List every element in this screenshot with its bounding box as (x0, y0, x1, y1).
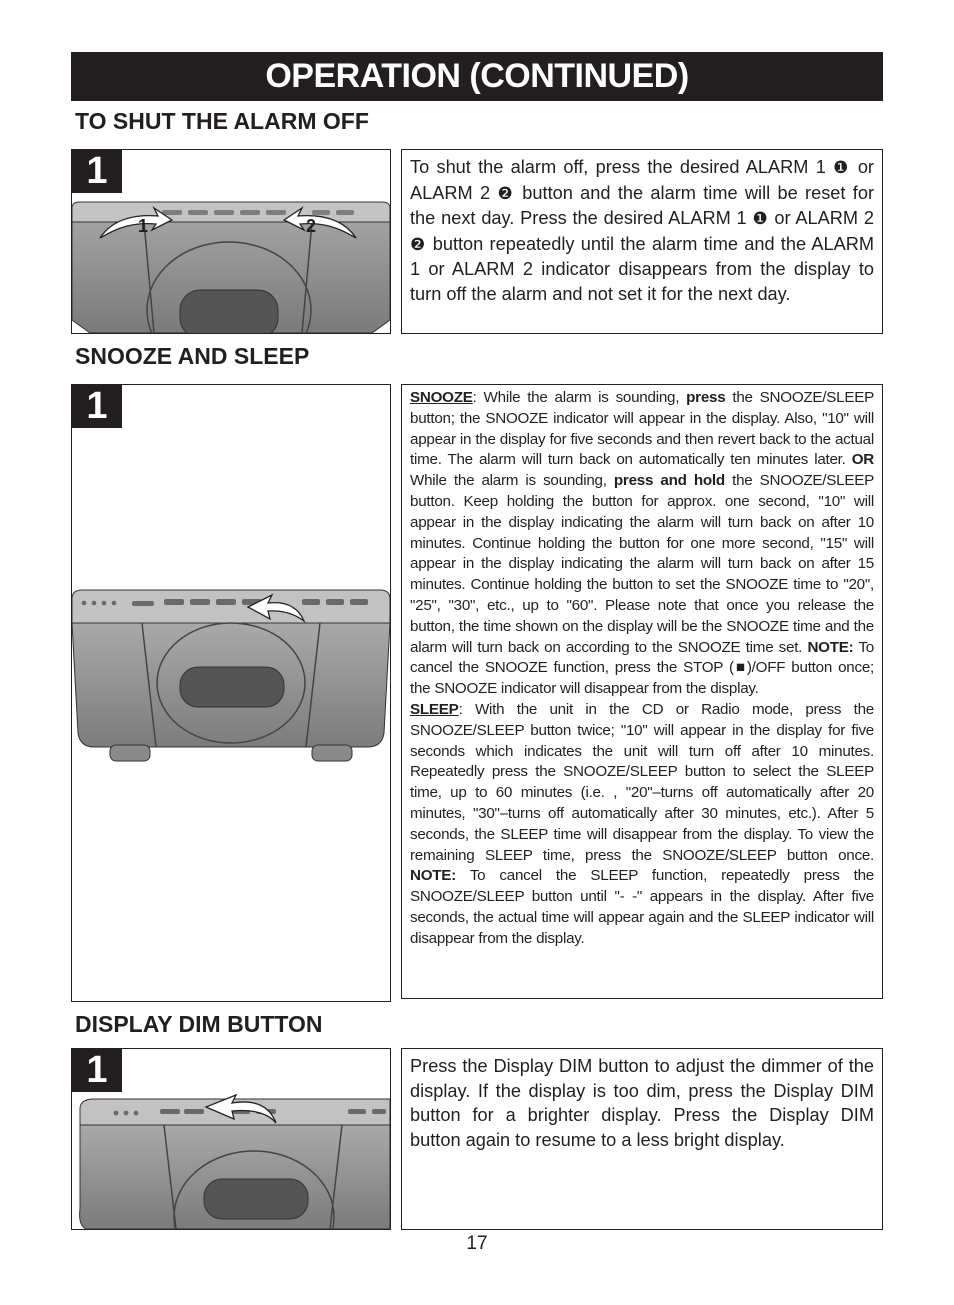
snooze-sleep-instructions (401, 384, 883, 999)
dim-instructions (401, 1048, 883, 1230)
snooze-paragraph (410, 388, 874, 700)
text-run: button and the alarm time will be reset for the next day. Press the desired ALARM 1 (410, 182, 874, 229)
bold-run: press (686, 389, 726, 406)
clock-radio-front-view (72, 385, 390, 1001)
text-run: To cancel the SLEEP function, repeatedly press the SNOOZE/SLEEP button until "- -" appears in the display. After five seconds, the actual time will appear again and the SLEEP indicator will disappear from the display. (410, 867, 874, 947)
label-alarm-2: 2 (306, 216, 317, 236)
alarm-off-instructions (401, 149, 883, 334)
text-run: : While the alarm is sounding, (472, 389, 680, 406)
page-title: OPERATION (CONTINUED) (71, 52, 883, 101)
stop-icon: ■ (733, 659, 747, 677)
circled-two-icon: ❷ (410, 234, 427, 254)
step-number: 1 (72, 150, 122, 193)
dim-illustration (71, 1048, 391, 1230)
text-run: : With the unit in the CD or Radio mode, press the SNOOZE/SLEEP button twice; "10" will appear in the display for five seconds which indicates the unit will turn off after 10 minutes. Repeatedly press the SNOOZE/SLEEP button to select the SLEEP time, up to 60 minutes (i.e. , "20"–turns off automatically after 20 minutes, "30"–turns off automatically after 30 minutes, etc.). After 5 seconds, the SLEEP time will disappear from the display. To view the remaining SLEEP time, press the SNOOZE/SLEEP button once. (410, 700, 874, 864)
alarm-off-illustration (71, 149, 391, 334)
text-run: or ALARM 2 (774, 208, 874, 229)
section-heading-snooze-sleep: SNOOZE AND SLEEP (75, 343, 310, 369)
text-run: the SNOOZE/SLEEP button. Keep holding the button for approx. one second, "10" will appear in the display indicating the alarm will turn back on after 10 minutes. Continue holding the button for one more second, "15" will appear in the display indicating the alarm will turn back on after 15 minutes. Continue holding the button to set the SNOOZE time to "20", "25", "30", etc., up to "60". Please note that once you release the button, the time shown on the display will be the SNOOZE time and the alarm will turn back on according to the SNOOZE time set. (410, 472, 874, 656)
circled-one-icon: ❶ (752, 209, 769, 229)
step-number: 1 (72, 1049, 122, 1092)
sleep-label: SLEEP (410, 700, 459, 718)
note-label: NOTE: (807, 638, 854, 656)
text-run: the SNOOZE/SLEEP button; the SNOOZE indicator will appear in the display. Also, "10" will appear in the display for five seconds and then revert back to the actual time. The alarm will turn back on automatically ten minutes later. (410, 389, 874, 469)
circled-two-icon: ❷ (497, 183, 515, 203)
bold-run: OR (851, 451, 874, 469)
section-heading-alarm-off: TO SHUT THE ALARM OFF (75, 108, 369, 134)
sleep-paragraph (410, 700, 874, 950)
snooze-illustration (71, 384, 391, 1002)
text-run: To cancel the SNOOZE function, press the STOP ( (410, 638, 874, 677)
step-number: 1 (72, 385, 122, 428)
page-number: 17 (466, 1233, 488, 1254)
text-run: or ALARM 2 (410, 157, 874, 203)
dim-paragraph: Press the Display DIM button to adjust the dimmer of the display. If the display is too dim, press the Display DIM button for a brighter display. Press the Display DIM button again to resume to a less bright display. (410, 1056, 874, 1150)
bold-run: press and hold (613, 472, 725, 490)
text-run: )/OFF button once; the SNOOZE indicator will disappear from the display. (410, 659, 874, 698)
text-run: While the alarm is sounding, (410, 472, 607, 490)
section-heading-display-dim: DISPLAY DIM BUTTON (75, 1011, 323, 1037)
circled-one-icon: ❶ (833, 158, 851, 177)
snooze-label: SNOOZE (410, 389, 473, 406)
note-label: NOTE: (410, 867, 456, 885)
text-run: button repeatedly until the alarm time and the ALARM 1 or ALARM 2 indicator disappears from the display to turn off the alarm and not set it for the next day. (410, 233, 875, 304)
text-run: To shut the alarm off, press the desired ALARM 1 (410, 157, 826, 177)
label-alarm-1: 1 (138, 216, 149, 236)
